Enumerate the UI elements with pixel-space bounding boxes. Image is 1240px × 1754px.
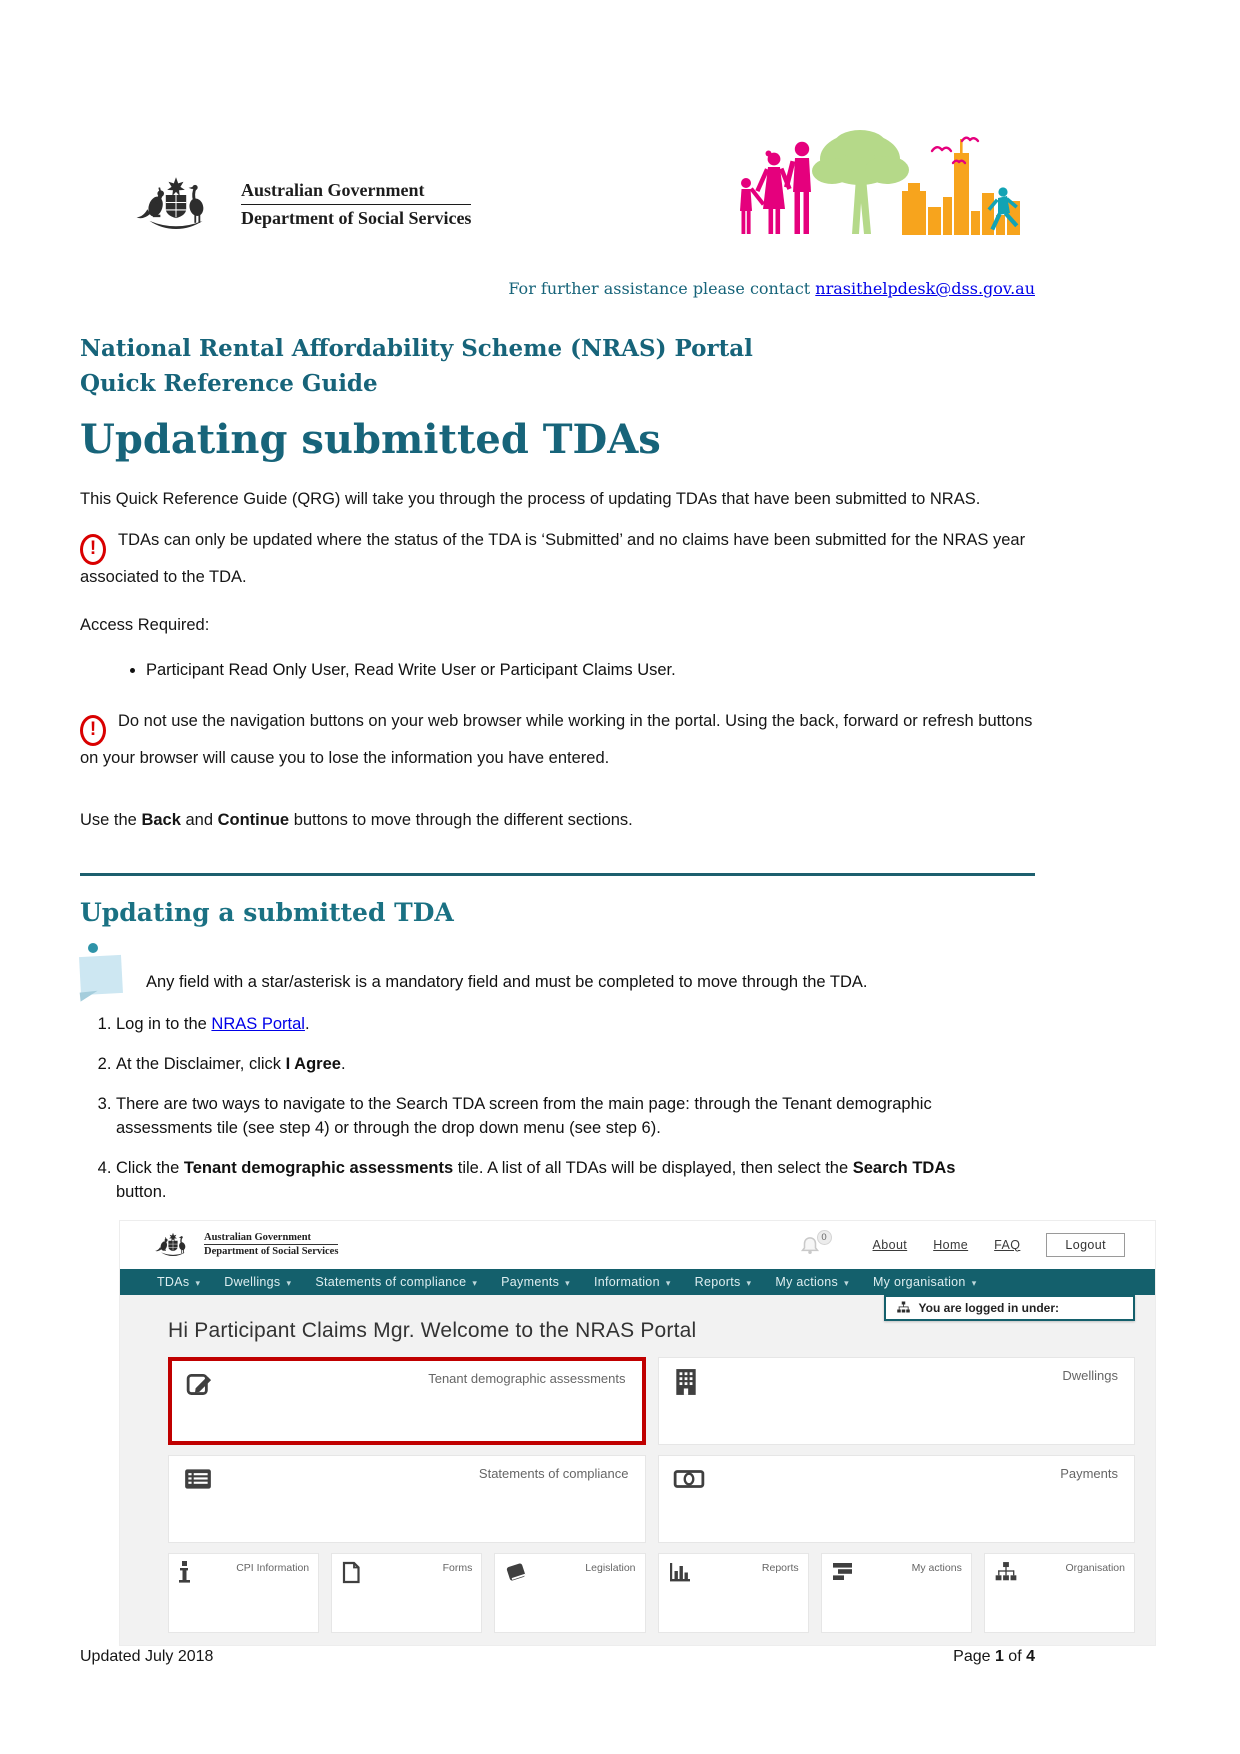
i-agree-ref: I Agree [285, 1054, 341, 1073]
tile-label: Legislation [585, 1561, 636, 1574]
layers-icon [831, 1561, 855, 1582]
intro-paragraph: This Quick Reference Guide (QRG) will take you through the process of updating TDAs that have been submitted to NRAS. [80, 490, 981, 508]
nav-tip-text: Use the [80, 811, 142, 830]
chevron-down-icon: ▾ [746, 1277, 752, 1288]
step-3: 3. There are two ways to navigate to the Search TDA screen from the main page: through the Tenant demographic assessments tile (see step 4) or through the drop down menu (see step 6). [116, 1093, 960, 1141]
updated-date: Updated July 2018 [80, 1648, 214, 1665]
portal-content [120, 1295, 1155, 1645]
page-footer [80, 1648, 1035, 1666]
step-4 [116, 1157, 960, 1205]
tile-label: Reports [761, 1561, 799, 1574]
nav-item-statements-of-compliance[interactable]: Statements of compliance ▾ [315, 1274, 478, 1289]
warning-icon: ! [80, 534, 106, 565]
chevron-down-icon: ▾ [971, 1277, 977, 1288]
tile-legislation[interactable] [494, 1553, 645, 1633]
tile-reports[interactable] [658, 1553, 809, 1633]
about-link[interactable]: About [872, 1237, 908, 1252]
page-title: Updating submitted TDAs [80, 416, 661, 463]
nav-item-my-organisation[interactable]: My organisation ▾ [872, 1274, 977, 1289]
book-icon [504, 1561, 528, 1583]
tile-statements-of-compliance[interactable] [168, 1455, 646, 1543]
section-heading: Updating a submitted TDA [80, 898, 454, 927]
portal-header [120, 1221, 1155, 1269]
sticky-note-icon [80, 943, 130, 999]
tile-label: Dwellings [1062, 1367, 1118, 1383]
masthead [0, 105, 1240, 237]
warning-note-2 [80, 709, 1038, 771]
tile-label: Organisation [1065, 1561, 1125, 1574]
info-icon [178, 1561, 191, 1583]
portal-dss-logo [150, 1231, 338, 1259]
navigation-tip [80, 808, 1038, 833]
portal-logo-line1: Australian Government [204, 1232, 338, 1245]
note-text: Any field with a star/asterisk is a mandatory field and must be completed to move through the TDA. [146, 973, 868, 992]
portal-nav [120, 1269, 1155, 1295]
access-required-list [80, 658, 960, 683]
continue-button-ref: Continue [217, 811, 290, 830]
notification-count-badge: 0 [817, 1230, 832, 1245]
step-1 [116, 1013, 960, 1037]
access-required-item: • Participant Read Only User, Read Write User or Participant Claims User. [146, 658, 960, 683]
warning-1-text: TDAs can only be updated where the status of the TDA is ‘Submitted’ and no claims have been submitted for the NRAS year associated to the TDA. [80, 530, 1026, 586]
helpdesk-email-link[interactable]: nrasithelpdesk@dss.gov.au [815, 279, 1035, 298]
nras-portal-screenshot [120, 1221, 1155, 1645]
chevron-down-icon: ▾ [195, 1277, 201, 1288]
logged-in-under-box[interactable] [884, 1295, 1135, 1321]
logout-button[interactable]: Logout [1046, 1233, 1125, 1257]
gov-logo-line2: Department of Social Services [241, 208, 472, 228]
nav-item-tdas[interactable]: TDAs ▾ [157, 1274, 201, 1289]
chevron-down-icon: ▾ [286, 1277, 292, 1288]
page-icon [341, 1561, 361, 1584]
nav-item-my-actions[interactable]: My actions ▾ [775, 1274, 849, 1289]
step-1-text: . [304, 1015, 310, 1033]
dss-logo [125, 172, 471, 237]
nav-item-payments[interactable]: Payments ▾ [501, 1274, 570, 1289]
step-4-text: tile. A list of all TDAs will be displayed, then select the [453, 1158, 853, 1177]
building-icon [673, 1368, 699, 1396]
tile-cpi-information[interactable] [168, 1553, 319, 1633]
logged-in-label: You are logged in under: [918, 1300, 1059, 1315]
chevron-down-icon: ▾ [844, 1277, 849, 1288]
gov-logo-line1: Australian Government [241, 180, 471, 205]
doc-subtitle-line2: Quick Reference Guide [80, 369, 378, 397]
tile-organisation[interactable] [984, 1553, 1135, 1633]
tile-label: Forms [442, 1561, 473, 1574]
home-link[interactable]: Home [933, 1237, 969, 1252]
nras-portal-link[interactable]: NRAS Portal [211, 1015, 305, 1033]
portal-topbar [799, 1233, 1125, 1257]
faq-link[interactable]: FAQ [994, 1237, 1021, 1252]
tile-dwellings[interactable] [658, 1357, 1136, 1445]
instruction-steps [80, 1013, 960, 1205]
edit-icon [186, 1371, 216, 1399]
step-4-text: Click the [116, 1158, 184, 1177]
warning-2-text: Do not use the navigation buttons on your web browser while working in the portal. Using the back, forward or refresh buttons on your browser will cause you to lose the information you have entered. [80, 711, 1033, 767]
city-skyline-icon [902, 139, 1020, 235]
tile-label: Payments [1060, 1465, 1118, 1481]
tile-tenant-demographic-assessments[interactable] [168, 1357, 646, 1445]
chevron-down-icon: ▾ [665, 1277, 671, 1288]
coat-of-arms-icon [150, 1231, 196, 1259]
step-2 [116, 1053, 960, 1077]
family-icon [740, 142, 811, 234]
welcome-heading: Hi Participant Claims Mgr. Welcome to the NRAS Portal [168, 1318, 697, 1342]
chevron-down-icon: ▾ [472, 1277, 478, 1288]
coat-of-arms-icon [125, 172, 227, 237]
section-divider [80, 873, 1035, 876]
step-4-text: button. [116, 1182, 167, 1201]
org-chart-icon [994, 1561, 1018, 1583]
banknote-icon [673, 1466, 705, 1492]
chevron-down-icon: ▾ [565, 1277, 570, 1288]
warning-icon: ! [80, 715, 106, 746]
doc-subtitle-line1: National Rental Affordability Scheme (NRAS) Portal [80, 335, 753, 362]
notifications-bell-icon[interactable] [799, 1231, 827, 1255]
tile-my-actions[interactable] [821, 1553, 972, 1633]
tile-grid [168, 1357, 1135, 1543]
portal-logo-line2: Department of Social Services [204, 1246, 339, 1258]
back-button-ref: Back [141, 811, 181, 830]
doc-subtitle [80, 332, 1160, 401]
tile-label: CPI Information [236, 1561, 310, 1574]
warning-note-1 [80, 528, 1038, 590]
nav-item-information[interactable]: Information ▾ [593, 1274, 671, 1289]
access-required-label: Access Required: [80, 616, 210, 635]
step-1-text: Log in to the [116, 1015, 212, 1033]
small-tile-row [168, 1553, 1135, 1633]
contact-line [0, 279, 1240, 298]
org-chart-icon [896, 1301, 911, 1314]
tda-tile-ref: Tenant demographic assessments [183, 1158, 454, 1177]
tile-label: My actions [911, 1561, 962, 1574]
tile-label: Tenant demographic assessments [428, 1370, 626, 1386]
mandatory-field-note [80, 943, 1038, 999]
nav-item-dwellings[interactable]: Dwellings ▾ [224, 1274, 292, 1289]
nav-tip-text: and [180, 811, 218, 830]
search-tdas-ref: Search TDAs [852, 1158, 956, 1177]
step-2-text: . [340, 1054, 346, 1073]
nav-item-reports[interactable]: Reports ▾ [694, 1274, 752, 1289]
tile-payments[interactable] [658, 1455, 1136, 1543]
community-illustration [710, 119, 1020, 237]
tile-label: Statements of compliance [478, 1465, 629, 1481]
page-number: Page 1 of 4 [953, 1648, 1035, 1665]
step-2-text: At the Disclaimer, click [116, 1054, 286, 1073]
tile-forms[interactable] [331, 1553, 482, 1633]
dss-logo-text [241, 180, 471, 229]
tree-icon [812, 130, 909, 234]
statement-list-icon [183, 1466, 213, 1492]
nav-tip-text: buttons to move through the different sections. [289, 811, 633, 830]
bar-chart-icon [668, 1561, 692, 1583]
contact-prefix: For further assistance please contact [508, 279, 816, 298]
